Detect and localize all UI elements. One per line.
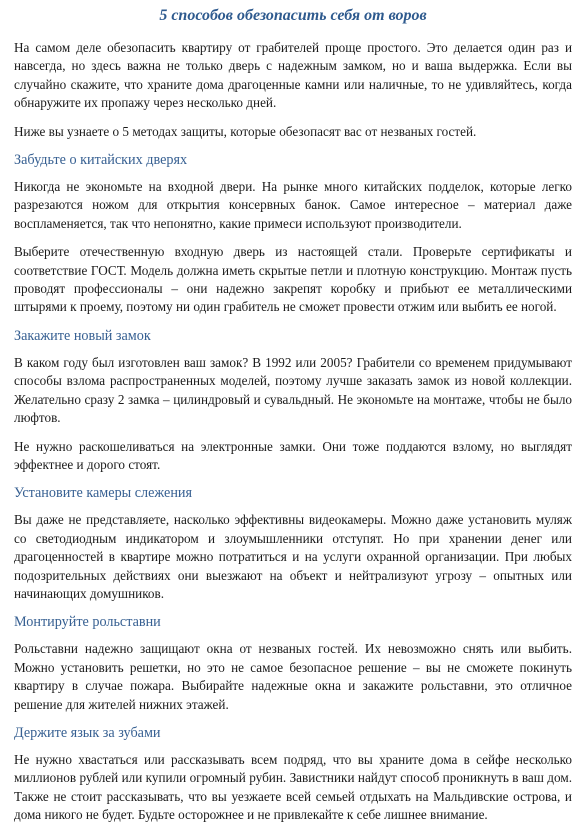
silence-paragraph-1: Не нужно хвастаться или рассказывать всем подряд, что вы храните дома в сейфе несколько миллионов рублей или купили огромный рубин. Завистники найдут способ проникнуть в ваш дом. Также не стоит рассказывать, что вы уезжаете всей семьей отдыхать на Мальдивские острова, и дома никого не будет. Будьте осторожнее и не привлекайте к себе лишнее внимание. — [14, 751, 572, 823]
shutters-paragraph-1: Рольставни надежно защищают окна от незваных гостей. Их невозможно снять или выбить. Можно установить решетки, но это не самое безопасное решение – вы не сможете покинуть квартиру в случае пожара. Выбирайте надежные окна и закажите рольставни, это отличное решение для жителей нижних этажей. — [14, 641, 572, 712]
section-heading-cameras: Установите камеры слежения — [14, 485, 193, 502]
cameras-paragraph-1: Вы даже не представляете, насколько эффективны видеокамеры. Можно даже установить муляж со светодиодным индикатором и злоумышленники отступят. Но при хранении денег или драгоценностей в квартире можно потратиться и на услуги охранной организации. При любых подозрительных действиях они выезжают на объект и нейтрализуют угрозу – опытных или начинающих домушников. — [14, 512, 572, 601]
intro-paragraph-1: На самом деле обезопасить квартиру от грабителей проще простого. Это делается один раз и навсегда, но здесь важна не только дверь с надежным замком, но и ваша выдержка. Если вы случайно скажите, что храните дома драгоценные камни или наличные, то не удивляйтесь, когда обнаружите их пропажу через несколько дней. — [14, 40, 572, 111]
document-title: 5 способов обезопасить себя от воров — [159, 7, 427, 24]
doors-paragraph-2: Выберите отечественную входную дверь из настоящей стали. Проверьте сертификаты и соответствие ГОСТ. Модель должна иметь скрытые петли и плотную конструкцию. Монтаж пусть проводят профессионалы – они надежно закрепят коробку и прибьют ее металлическими штырями к проему, поэтому ни один грабитель не сможет провести отжим или выбить ее ногой. — [14, 244, 572, 315]
lock-paragraph-1: В каком году был изготовлен ваш замок? В 1992 или 2005? Грабители со временем придумывают способы взлома распространенных моделей, поэтому лучше заказать замок из новой коллекции. Желательно сразу 2 замка – цилиндровый и сувальдный. Не экономьте на монтаже, чтобы не было люфтов. — [14, 354, 572, 426]
doors-paragraph-1: Никогда не экономьте на входной двери. На рынке много китайских подделок, которые легко разрезаются ножом для открытия консервных банок. Самое интересное – материал даже воспламеняется, так что непонятно, какие примеси используют производители. — [14, 179, 572, 231]
intro-paragraph-2: Ниже вы узнаете о 5 методах защиты, которые обезопасят вас от незваных гостей. — [14, 123, 477, 139]
section-heading-doors: Забудьте о китайских дверях — [14, 152, 188, 169]
section-heading-silence: Держите язык за зубами — [14, 724, 161, 741]
section-heading-lock: Закажите новый замок — [14, 327, 151, 344]
section-heading-shutters: Монтируйте рольставни — [14, 614, 161, 631]
lock-paragraph-2: Не нужно раскошеливаться на электронные замки. Они тоже поддаются взлому, но выглядят эффектнее и дорого стоят. — [14, 438, 572, 472]
